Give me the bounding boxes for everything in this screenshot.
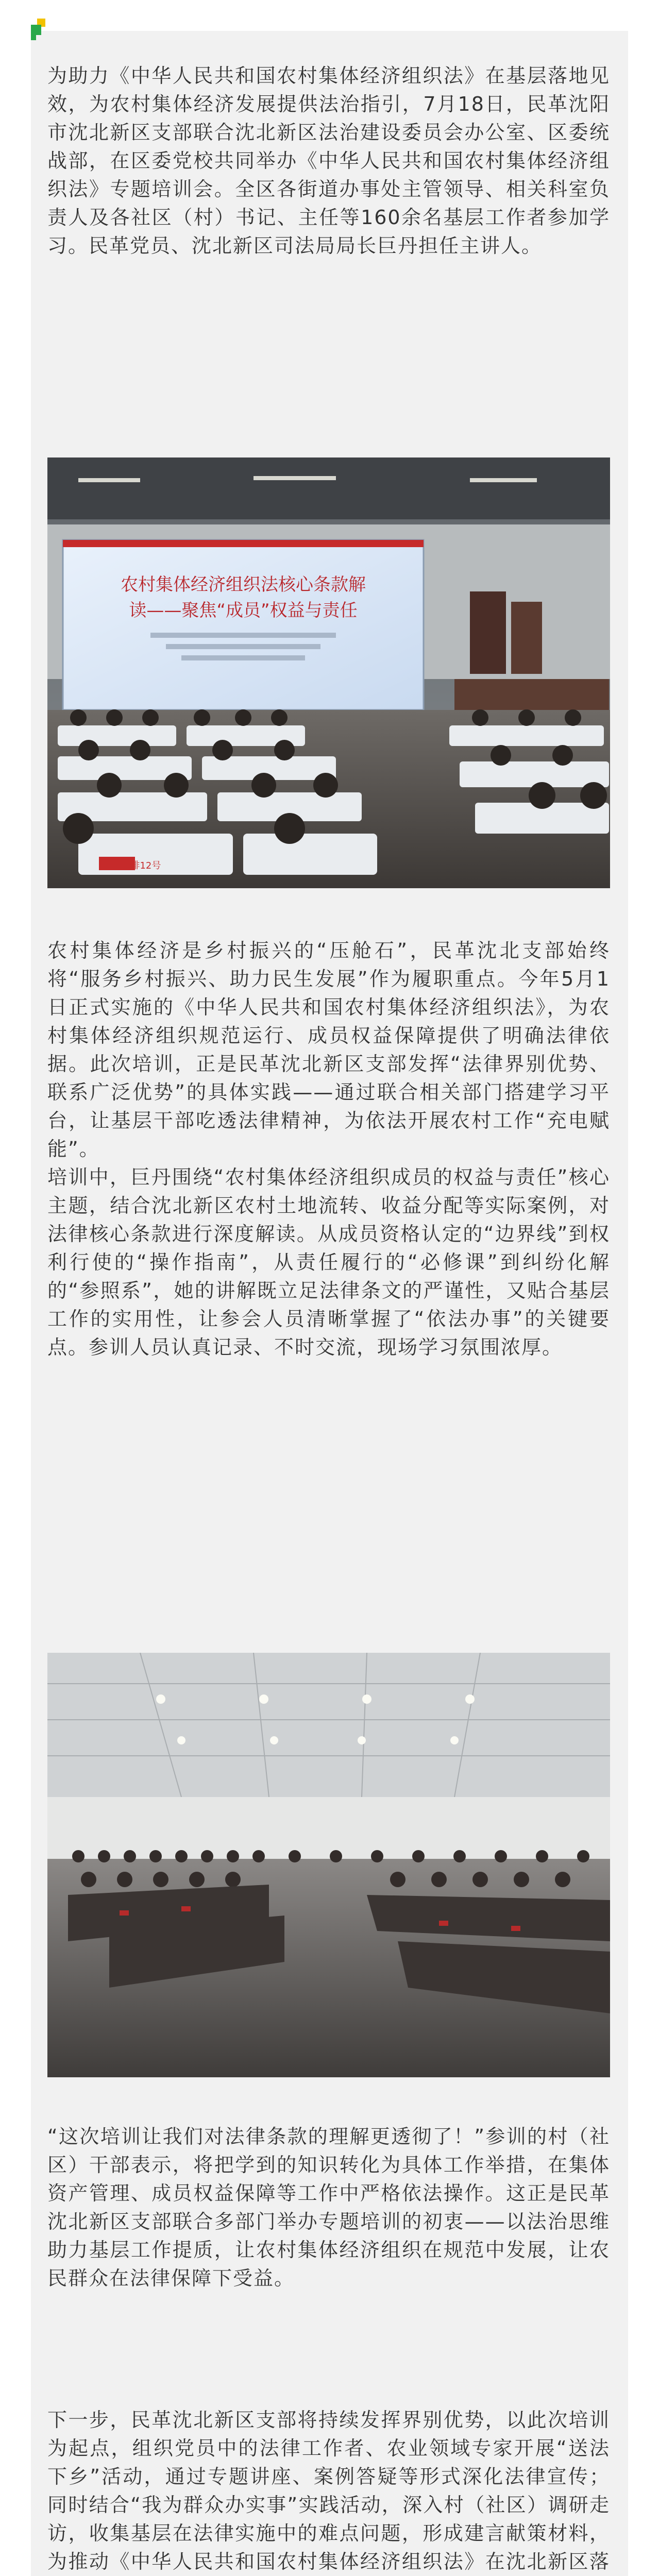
photo-lecture-screen [47,457,610,888]
screen-title-line1: 农村集体经济组织法核心条款解 [121,574,366,595]
corner-decoration-small [31,35,36,40]
paragraph-training: 培训中，巨丹围绕“农村集体经济组织成员的权益与责任”核心主题，结合沈北新区农村土地流转、收益分配等实际案例，对法律核心条款进行深度解读。从成员资格认定的“边界线”到权利行使的“操作指南”，从责任履行的“必修课”到纠纷化解的“参照系”，她的讲解既立足法律条文的严谨性，又贴合基层工作的实用性，让参会人员清晰掌握了“依法办事”的关键要点。参训人员认真记录、不时交流，现场学习氛围浓厚。 [47,1166,610,1359]
corner-decoration-green [31,25,41,35]
screen-title-line2: 读——聚焦“成员”权益与责任 [129,600,358,621]
paragraph-intro: 为助力《中华人民共和国农村集体经济组织法》在基层落地见效，为农村集体经济发展提供法治指引，7月18日，民革沈阳市沈北新区支部联合沈北新区法治建设委员会办公室、区委统战部，在区委党校共同举办《中华人民共和国农村集体经济组织法》专题培训会。全区各街道办事处主管领导、相关科室负责人及各社区（村）书记、主任等160余名基层工作者参加学习。民革党员、沈北新区司法局局长巨丹担任主讲人。 [47,64,610,257]
paragraph-feedback: “这次培训让我们对法律条款的理解更透彻了！”参训的村（社区）干部表示，将把学到的知识转化为具体工作举措，在集体资产管理、成员权益保障等工作中严格依法操作。这正是民革沈北新区支部联合多部门举办专题培训的初衷——以法治思维助力基层工作提质，让农村集体经济组织在规范中发展，让农民群众在法律保障下受益。 [47,2125,610,2290]
paragraph-background: 农村集体经济是乡村振兴的“压舱石”，民革沈北支部始终将“服务乡村振兴、助力民生发展”作为履职重点。今年5月1日正式实施的《中华人民共和国农村集体经济组织法》，为农村集体经济组织规范运行、成员权益保障提供了明确法律依据。此次培训，正是民革沈北新区支部发挥“法律界别优势、联系广泛优势”的具体实践——通过联合相关部门搭建学习平台，让基层干部吃透法律精神，为依法开展农村工作“充电赋能”。 [47,939,610,1160]
photo-training-audience [47,1653,610,2077]
seat-label: 7排12号 [125,860,161,871]
paragraph-next-steps: 下一步，民革沈北新区支部将持续发挥界别优势，以此次培训为起点，组织党员中的法律工作者、农业领域专家开展“送法下乡”活动，通过专题讲座、案例答疑等形式深化法律宣传；同时结合“我为群众办实事”实践活动，深入村（社区）调研走访，收集基层在法律实施中的难点问题，形成建言献策材料，为推动《中华人民共和国农村集体经济组织法》在沈北新区落 [47,2409,610,2573]
